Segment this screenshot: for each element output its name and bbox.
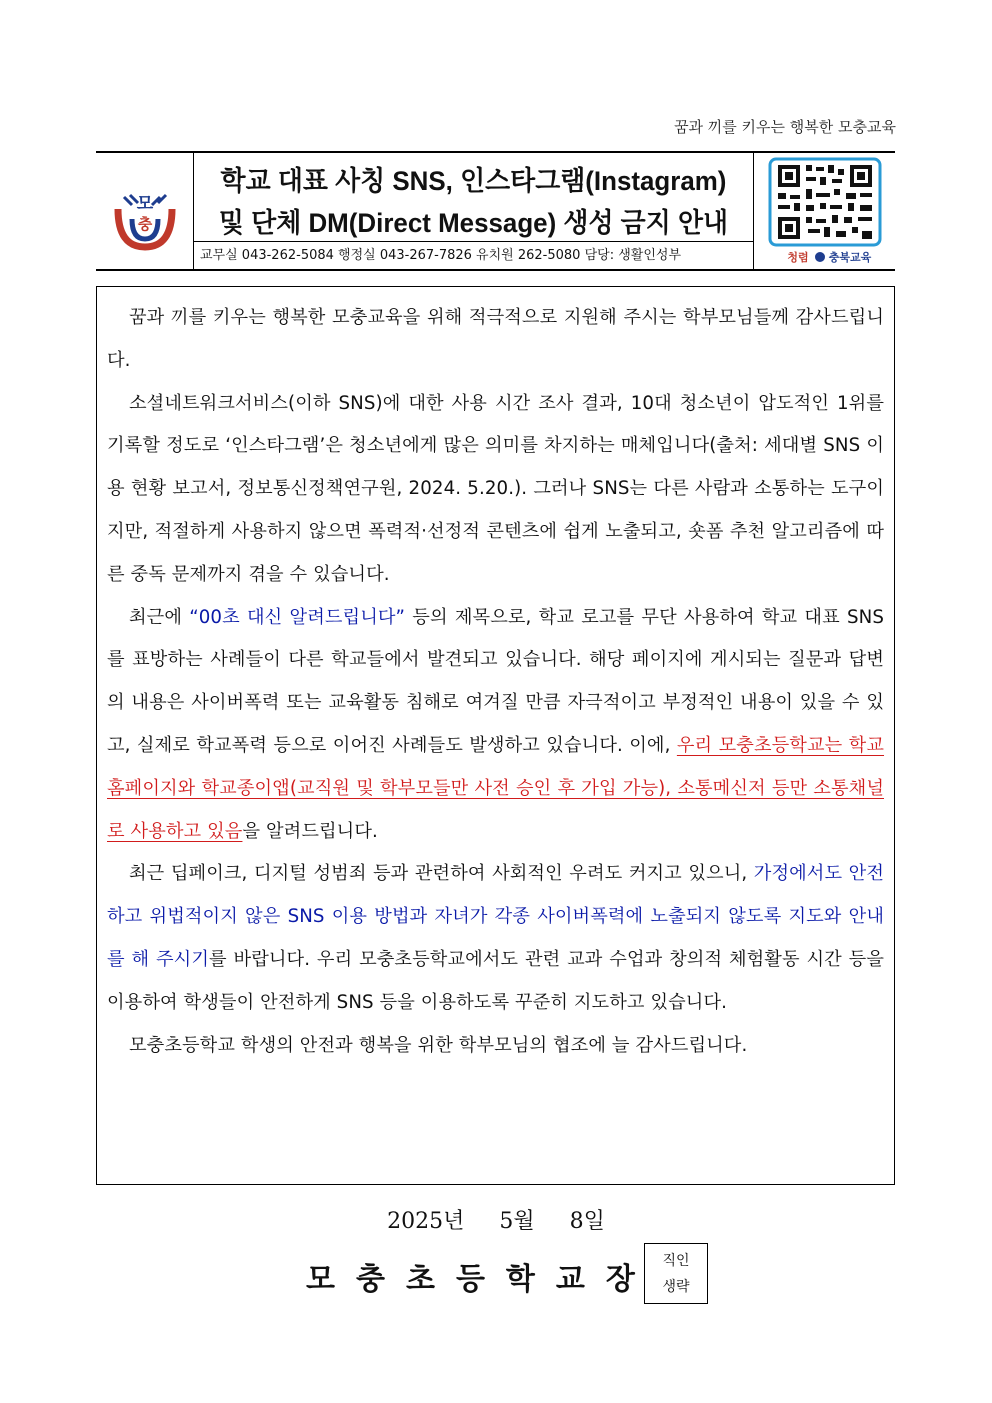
- p3-quote: “00초 대신 알려드립니다”: [189, 606, 406, 628]
- paragraph-impersonation: [107, 597, 884, 854]
- letter-date: [0, 1204, 992, 1235]
- letter-header: [96, 151, 895, 271]
- qr-code-icon[interactable]: [754, 153, 896, 269]
- contact-info: 교무실 043-262-5084 행정실 043-267-7826 유치원 262-5080 담당: 생활인성부: [194, 241, 753, 269]
- seal-line-2: 생략: [662, 1279, 690, 1295]
- letter-body: [96, 286, 895, 1185]
- p3-text-b: 등의 제목으로, 학교 로고를 무단 사용하여 학교 대표 SNS를 표방하는 사례들이 다른 학교들에서 발견되고 있습니다. 해당 페이지에 게시되는 질문과 답변의 내용은 사이버폭력 또는 교육활동 침해로 여겨질 만큼 자극적이고 부정적인 내용이 있을 수 있고, 실제로 학교폭력 등으로 이어진 사례들도 발생하고 있습니다. 이에,: [107, 606, 884, 756]
- qr-caption-left: 청렴: [787, 251, 809, 264]
- paragraph-sns-usage: 소셜네트워크서비스(이하 SNS)에 대한 사용 시간 조사 결과, 10대 청소년이 압도적인 1위를 기록할 정도로 ‘인스타그램’은 청소년에게 많은 의미를 차지하는 매체입니다(출처: 세대별 SNS 이용 현황 보고서, 정보통신정책연구원, 2024. 5.20.). 그러나 SNS는 다른 사람과 소통하는 도구이지만, 적절하게 사용하지 않으면 폭력적·선정적 콘텐츠에 쉽게 노출되고, 숏폼 추천 알고리즘에 따른 중독 문제까지 겪을 수 있습니다.: [107, 392, 884, 585]
- p3-official-channels: 우리 모충초등학교는 학교홈페이지와 학교종이앱(교직원 및 학부모들만 사전 승인 후 가입 가능), 소통메신저 등만 소통채널로 사용하고 있음: [107, 734, 885, 842]
- document-title-line-1: 학교 대표 사칭 SNS, 인스타그램(Instagram): [220, 166, 727, 196]
- school-logo-cell: [96, 153, 194, 269]
- paragraph-closing: 모충초등학교 학생의 안전과 행복을 위한 학부모님의 협조에 늘 감사드립니다.: [129, 1034, 748, 1056]
- paragraph-request: [107, 853, 884, 1024]
- date-year: 2025년: [387, 1209, 465, 1234]
- logo-text-top: 모: [136, 194, 154, 214]
- date-day: 8일: [569, 1209, 605, 1234]
- p3-text-c: 을 알려드립니다.: [242, 820, 378, 842]
- paragraph-greeting: 꿈과 끼를 키우는 행복한 모충교육을 위해 적극적으로 지원해 주시는 학부모님들께 감사드립니다.: [107, 307, 884, 371]
- p4-text-a: 최근 딥페이크, 디지털 성범죄 등과 관련하여 사회적인 우려도 커지고 있으니,: [129, 863, 754, 885]
- document-title-line-2: 및 단체 DM(Direct Message) 생성 금지 안내: [218, 208, 729, 238]
- p4-text-b: 를 바랍니다. 우리 모충초등학교에서도 관련 교과 수업과 창의적 체험활동 시간 등을 이용하여 학생들이 안전하게 SNS 등을 이용하도록 꾸준히 지도하고 있습니다.: [107, 948, 884, 1013]
- seal-line-1: 직인: [662, 1253, 690, 1269]
- p3-text-a: 최근에: [129, 606, 190, 628]
- qr-cell: [753, 153, 895, 269]
- slogan: 꿈과 끼를 키우는 행복한 모충교육: [674, 118, 896, 136]
- logo-text-bottom: 충: [137, 215, 153, 233]
- qr-caption-right: 충북교육: [828, 251, 872, 264]
- school-logo: [96, 153, 194, 269]
- principal-signature: 모충초등학교장: [306, 1262, 656, 1297]
- official-seal-box: [644, 1243, 708, 1304]
- date-month: 5월: [499, 1209, 535, 1234]
- p4-request-highlight: 가정에서도 안전하고 위법적이지 않은 SNS 이용 방법과 자녀가 각종 사이버폭력에 노출되지 않도록 지도와 안내를 해 주시기: [107, 863, 884, 970]
- title-cell: [194, 153, 753, 269]
